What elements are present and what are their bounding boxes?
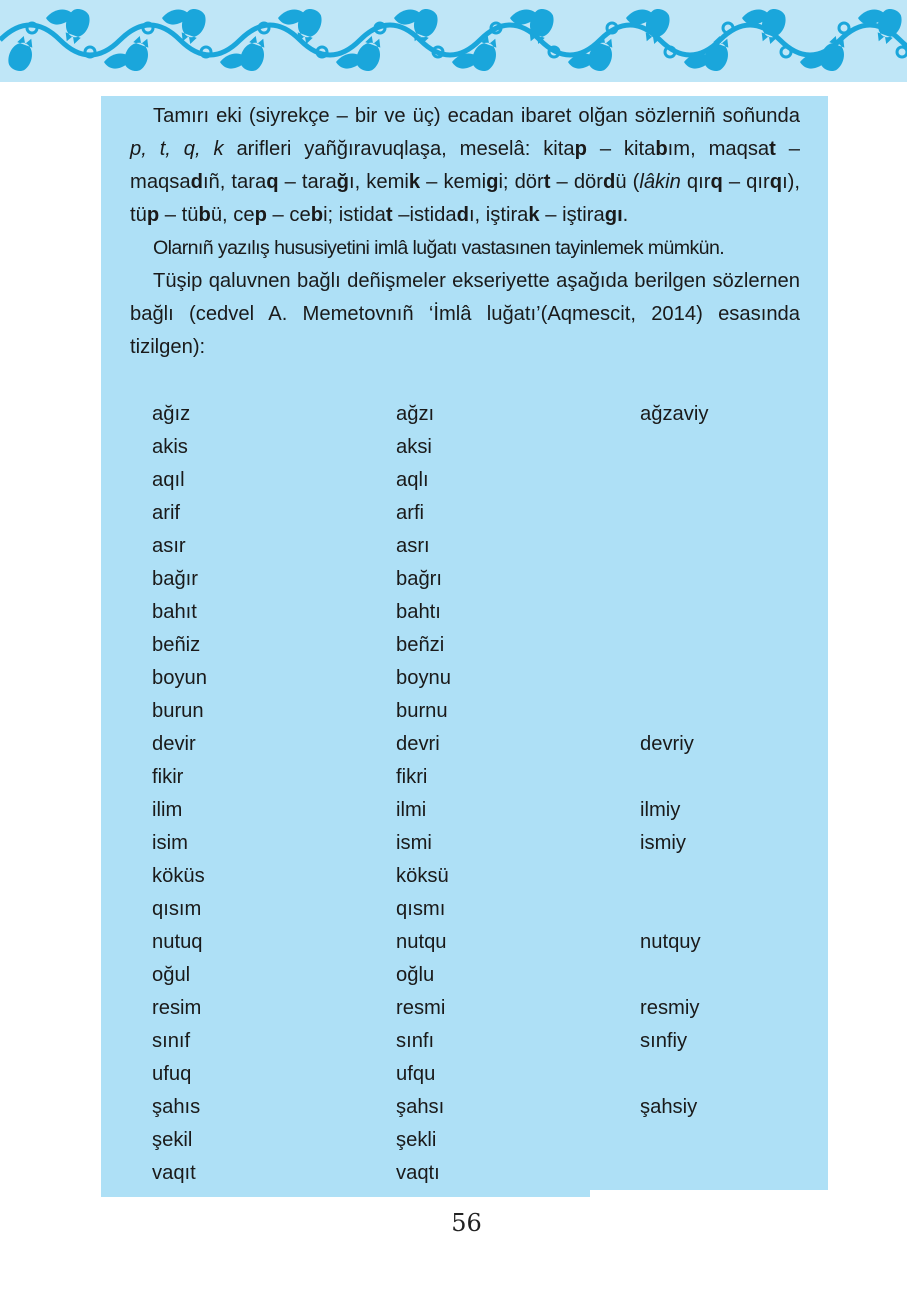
table-row	[152, 893, 802, 926]
base-word: bağır	[152, 568, 199, 590]
table-row	[152, 1157, 802, 1190]
possessive-form: şahsı	[396, 1096, 445, 1118]
text-run: g	[604, 204, 618, 226]
text-run: t	[769, 138, 776, 160]
base-word: şahıs	[152, 1096, 201, 1118]
possessive-form: aqlı	[396, 469, 429, 491]
base-word: burun	[152, 700, 204, 722]
possessive-form: oğlu	[396, 964, 435, 986]
base-word: nutuq	[152, 931, 203, 953]
possessive-form: bağrı	[396, 568, 443, 590]
possessive-form: bahtı	[396, 601, 441, 623]
table-row	[152, 431, 802, 464]
text-run: Olarnıñ yazılış hususiyetini imlâ luğatı vastasınen tayinlemek mümkün.	[153, 237, 725, 259]
possessive-form: köksü	[396, 865, 449, 887]
base-word: resim	[152, 997, 202, 1019]
base-word: ufuq	[152, 1063, 192, 1085]
adjective-form: ilmiy	[640, 799, 681, 821]
possessive-form: ilmi	[396, 799, 427, 821]
text-run: lâkin	[639, 171, 681, 193]
adjective-form: sınfiy	[640, 1030, 688, 1052]
text-run: – tü	[159, 204, 199, 226]
possessive-form: qısmı	[396, 898, 446, 920]
text-run: d	[603, 171, 616, 193]
base-word: vaqıt	[152, 1162, 196, 1184]
text-run: – kemi	[420, 171, 487, 193]
base-word: qısım	[152, 898, 202, 920]
text-run: Tüşip qaluvnen bağlı deñişmeler ekseriyette aşağıda berilgen sözlernen bağlı (cedvel A. Memetovnıñ ‘İmlâ luğatı’(Aqmescit, 2014) esasında tizilgen):	[130, 270, 800, 358]
text-run: t	[543, 171, 551, 193]
table-row	[152, 563, 802, 596]
base-word: boyun	[152, 667, 208, 689]
text-run: d	[190, 171, 203, 193]
base-word: ilim	[152, 799, 183, 821]
text-run: – iştira	[539, 204, 605, 226]
table-row	[152, 398, 802, 431]
adjective-form: ismiy	[640, 832, 686, 854]
table-row	[152, 761, 802, 794]
table-row	[152, 959, 802, 992]
text-run: d	[456, 204, 469, 226]
panel-corner-cut	[590, 1190, 828, 1200]
text-run: i; istida	[323, 204, 386, 226]
possessive-form: fikri	[396, 766, 428, 788]
base-word: şekil	[152, 1129, 193, 1151]
table-row	[152, 860, 802, 893]
text-run: – kita	[586, 138, 656, 160]
table-row	[152, 1025, 802, 1058]
paragraph	[130, 232, 800, 265]
text-run: ı, iştira	[468, 204, 529, 226]
table-row	[152, 1124, 802, 1157]
floral-ornament-icon	[0, 0, 907, 82]
text-run: q	[710, 171, 723, 193]
possessive-form: nutqu	[396, 931, 447, 953]
possessive-form: şekli	[396, 1129, 437, 1151]
base-word: arif	[152, 502, 181, 524]
base-word: bahıt	[152, 601, 197, 623]
text-run: p	[254, 204, 267, 226]
page-number: 56	[451, 1209, 482, 1237]
base-word: akis	[152, 436, 188, 458]
base-word: devir	[152, 733, 196, 755]
paragraph	[130, 100, 800, 232]
base-word: oğul	[152, 964, 191, 986]
text-run: ıñ, tara	[202, 171, 267, 193]
text-run: t	[385, 204, 393, 226]
text-run: qır	[680, 171, 711, 193]
adjective-form: şahsiy	[640, 1096, 698, 1118]
possessive-form: burnu	[396, 700, 448, 722]
base-word: aqıl	[152, 469, 185, 491]
adjective-form: ağzaviy	[640, 403, 709, 425]
possessive-form: devri	[396, 733, 440, 755]
decorative-ornament-banner	[0, 0, 907, 82]
table-row	[152, 464, 802, 497]
text-run: ı), tü	[130, 171, 801, 226]
text-run: – qır	[722, 171, 770, 193]
text-run: – maqsa	[130, 138, 800, 193]
base-word: asır	[152, 535, 186, 557]
table-row	[152, 596, 802, 629]
possessive-form: ufqu	[396, 1063, 436, 1085]
text-run: – ce	[266, 204, 311, 226]
text-run: ım, maqsa	[667, 138, 770, 160]
table-row	[152, 926, 802, 959]
possessive-form: ağzı	[396, 403, 435, 425]
base-word: beñiz	[152, 634, 201, 656]
table-row	[152, 530, 802, 563]
text-run: p, t, q, k	[130, 138, 224, 160]
table-row	[152, 629, 802, 662]
word-table	[152, 398, 802, 1190]
text-run: – dör	[550, 171, 603, 193]
text-run: p	[146, 204, 160, 226]
text-run: – tara	[278, 171, 337, 193]
text-run: b	[198, 204, 211, 226]
text-run: b	[655, 138, 668, 160]
adjective-form: devriy	[640, 733, 694, 755]
body-text	[130, 100, 800, 364]
text-run: –istida	[392, 204, 457, 226]
table-row	[152, 1091, 802, 1124]
text-run: q	[266, 171, 279, 193]
possessive-form: beñzi	[396, 634, 445, 656]
table-row	[152, 728, 802, 761]
base-word: ağız	[152, 403, 191, 425]
text-run: k	[408, 171, 421, 193]
possessive-form: resmi	[396, 997, 446, 1019]
table-row	[152, 1058, 802, 1091]
text-run: ü (	[615, 171, 640, 193]
base-word: sınıf	[152, 1030, 191, 1052]
possessive-form: asrı	[396, 535, 430, 557]
text-run: b	[310, 204, 324, 226]
table-row	[152, 662, 802, 695]
possessive-form: ismi	[396, 832, 432, 854]
possessive-form: sınfı	[396, 1030, 435, 1052]
base-word: fikir	[152, 766, 184, 788]
table-row	[152, 992, 802, 1025]
possessive-form: arfi	[396, 502, 425, 524]
text-run: Tamırı eki (siyrekçe – bir ve üç) ecadan ibaret olğan sözlerniñ soñunda	[153, 105, 800, 127]
text-run: g	[486, 171, 499, 193]
possessive-form: vaqtı	[396, 1162, 440, 1184]
base-word: köküs	[152, 865, 205, 887]
possessive-form: boynu	[396, 667, 452, 689]
base-word: isim	[152, 832, 188, 854]
table-row	[152, 497, 802, 530]
text-run: .	[622, 204, 629, 226]
paragraph	[130, 265, 800, 364]
table-row	[152, 794, 802, 827]
adjective-form: resmiy	[640, 997, 700, 1019]
text-run: ü, ce	[210, 204, 255, 226]
possessive-form: aksi	[396, 436, 432, 458]
text-run: i; dör	[498, 171, 544, 193]
table-row	[152, 695, 802, 728]
text-run: k	[528, 204, 540, 226]
text-run: q	[769, 171, 783, 193]
text-run: ı, kemi	[349, 171, 409, 193]
text-run: ı	[617, 204, 623, 226]
table-row	[152, 827, 802, 860]
text-run: arifleri yañğıravuqlaşa, meselâ: kita	[223, 138, 575, 160]
adjective-form: nutquy	[640, 931, 701, 953]
text-run: ğ	[336, 171, 350, 193]
text-run: p	[574, 138, 587, 160]
